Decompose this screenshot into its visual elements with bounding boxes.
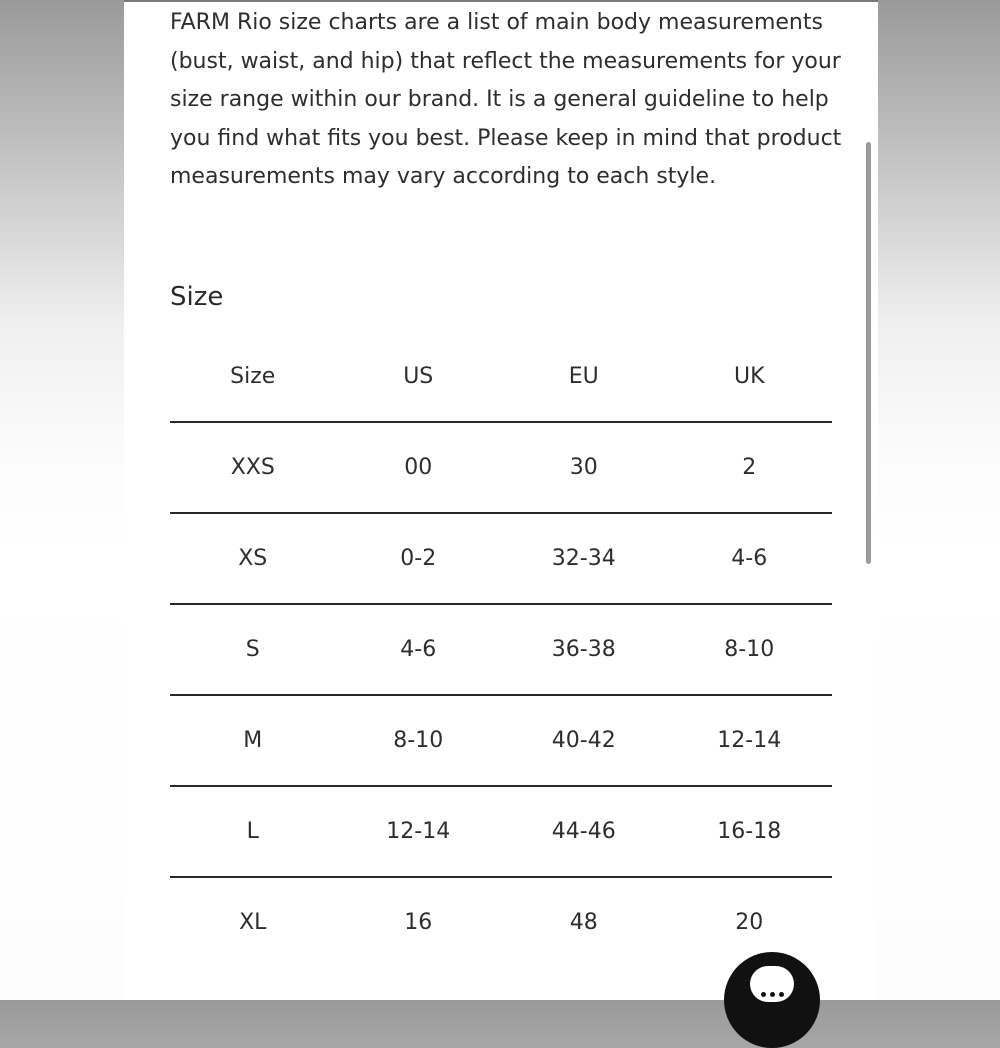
cell-us: 8-10 (336, 695, 502, 786)
cell-size: M (170, 695, 336, 786)
cell-eu: 32-34 (501, 513, 667, 604)
cell-eu: 48 (569, 910, 598, 935)
cell-uk: 2 (667, 422, 833, 513)
table-row (170, 786, 832, 877)
column-header-uk: UK (667, 332, 833, 422)
cell-uk: 12-14 (667, 695, 833, 786)
column-header-us: US (336, 332, 502, 422)
cell-uk: 16-18 (667, 786, 833, 877)
section-title: Size (170, 282, 224, 312)
cell-us: 16 (404, 910, 433, 935)
column-header-eu: EU (501, 332, 667, 422)
cell-uk: 20 (735, 910, 764, 935)
table-row (170, 877, 832, 967)
cell-size: L (170, 786, 336, 877)
cell-us: 12-14 (336, 786, 502, 877)
cell-uk: 4-6 (667, 513, 833, 604)
cell-size: XXS (170, 422, 336, 513)
column-header-size: Size (170, 332, 336, 422)
cell-eu: 36-38 (501, 604, 667, 695)
table-row (170, 422, 832, 513)
cell-size: XS (170, 513, 336, 604)
cell-size: S (170, 604, 336, 695)
table-row (170, 513, 832, 604)
cell-uk: 8-10 (667, 604, 833, 695)
size-table (170, 332, 832, 967)
table-row (170, 604, 832, 695)
cell-us: 4-6 (336, 604, 502, 695)
table-row (170, 695, 832, 786)
cell-us: 0-2 (336, 513, 502, 604)
top-divider (124, 0, 878, 2)
chat-bubble-icon (750, 966, 794, 1002)
table-header-row (170, 332, 832, 422)
scrollbar-thumb[interactable] (866, 142, 871, 564)
size-guide-panel (124, 0, 878, 1000)
cell-us: 00 (336, 422, 502, 513)
cell-size: XL (239, 910, 267, 935)
chat-button[interactable] (724, 952, 820, 1048)
cell-eu: 40-42 (501, 695, 667, 786)
intro-paragraph: FARM Rio size charts are a list of main body measurements (bust, waist, and hip) that reflect the measurements for your size range within our brand. It is a general guideline to help you find what fits you best. Please keep in mind that product measurements may vary according to each style. (170, 10, 842, 189)
cell-eu: 44-46 (501, 786, 667, 877)
cell-eu: 30 (501, 422, 667, 513)
